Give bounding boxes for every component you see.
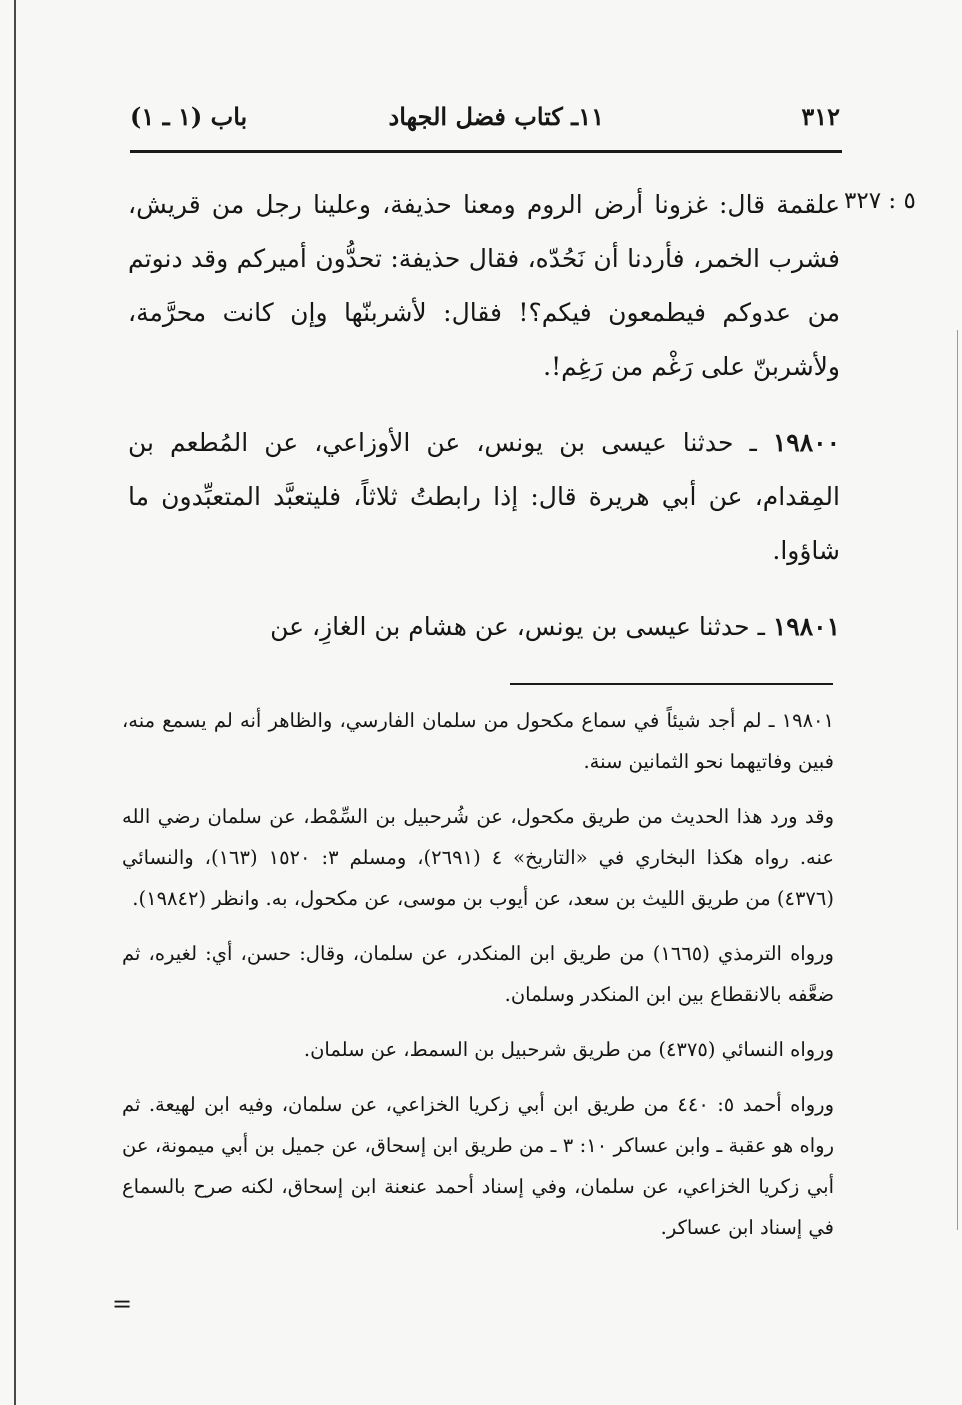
page-edge-shadow — [14, 0, 16, 1405]
book-title: ١١ـ كتاب فضل الجهاد — [388, 102, 604, 131]
marginal-reference: ٥ : ٣٢٧ — [844, 188, 916, 214]
chapter-label: باب (١ ـ ١) — [130, 102, 248, 131]
page-edge-line — [957, 330, 958, 1230]
hadith-text: ـ حدثنا عيسى بن يونس، عن هشام بن الغازِ، عن — [270, 612, 765, 641]
hadith-number: ١٩٨٠٠ — [772, 428, 840, 457]
footnote-separator — [510, 683, 833, 685]
hadith-19801 — [128, 600, 840, 654]
main-text — [128, 178, 840, 654]
footnote-paragraph: ١٩٨٠١ ـ لم أجد شيئاً في سماع مكحول من سلمان الفارسي، والظاهر أنه لم يسمع منه، فبين وفاتيهما نحو الثمانين سنة. — [122, 709, 834, 773]
running-header — [130, 96, 840, 140]
footnote-paragraph: ورواه النسائي (٤٣٧٥) من طريق شرحبيل بن السمط، عن سلمان. — [303, 1038, 834, 1061]
page-number: ٣١٢ — [801, 102, 840, 131]
hadith-number: ١٩٨٠١ — [772, 612, 840, 641]
hadith-text: ـ حدثنا عيسى بن يونس، عن الأوزاعي، عن المُطعم بن المِقدام، عن أبي هريرة قال: إذا رابطتُ ثلاثاً، فليتعبَّد المتعبِّدون ما شاؤوا. — [128, 428, 840, 565]
footnote-paragraph: ورواه أحمد ٥: ٤٤٠ من طريق ابن أبي زكريا الخزاعي، عن سلمان، وفيه ابن لهيعة. ثم رواه هو عقبة ـ وابن عساكر ١٠: ٣ ـ من طريق ابن إسحاق، عن جميل بن أبي ميمونة، عن أبي زكريا الخزاعي، عن سلمان، وفي إسناد أحمد عنعنة ابن إسحاق، لكنه صرح بالسماع في إسناد ابن عساكر. — [122, 1093, 834, 1239]
footnote-paragraph: ورواه الترمذي (١٦٦٥) من طريق ابن المنكدر، عن سلمان، وقال: حسن، أي: لغيره، ثم ضعَّفه بالانقطاع بين ابن المنكدر وسلمان. — [122, 942, 834, 1006]
hadith-19800 — [128, 416, 840, 578]
continuation-mark: = — [112, 1290, 133, 1318]
paragraph-continued: علقمة قال: غزونا أرض الروم ومعنا حذيفة، وعلينا رجل من قريش، فشرب الخمر، فأردنا أن نَحُدّه، فقال حذيفة: تحدُّون أميركم وقد دنوتم من عدوكم فيطمعون فيكم؟! فقال: لأشربنّها وإن كانت محرَّمة، ولأشربنّ على رَغْم من رَغِم!. — [128, 190, 840, 381]
footnotes — [122, 700, 834, 1262]
header-rule — [130, 150, 842, 153]
footnote-paragraph: وقد ورد هذا الحديث من طريق مكحول، عن شُرحبيل بن السِّمْط، عن سلمان رضي الله عنه. رواه هكذا البخاري في «التاريخ» ٤ (٢٦٩١)، ومسلم ٣: ١٥٢٠ (١٦٣)، والنسائي (٤٣٧٦) من طريق الليث بن سعد، عن أيوب بن موسى، عن مكحول، به. وانظر (١٩٨٤٢). — [122, 805, 834, 910]
